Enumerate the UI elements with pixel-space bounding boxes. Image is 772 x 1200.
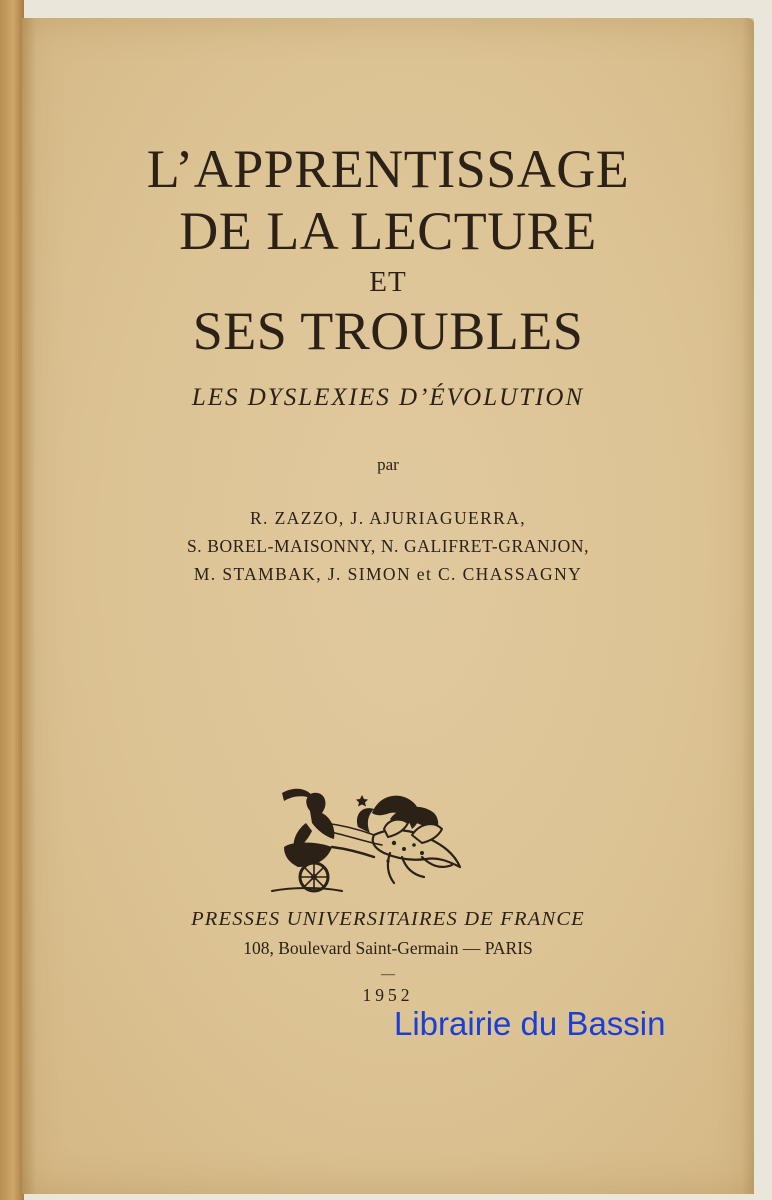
authors-line-2: S. BOREL-MAISONNY, N. GALIFRET-GRANJON, xyxy=(186,536,590,556)
book-title-line-2: DE LA LECTURE xyxy=(179,201,597,261)
publisher-name: PRESSES UNIVERSITAIRES DE FRANCE xyxy=(191,908,585,930)
book-title-line-1: L’APPRENTISSAGE xyxy=(146,139,630,199)
book-subtitle: LES DYSLEXIES D’ÉVOLUTION xyxy=(191,384,585,411)
book-cover-edge xyxy=(0,0,24,1200)
publication-year: 1952 xyxy=(362,985,414,1005)
chariot-emblem-icon xyxy=(262,783,472,898)
book-title-line-4: SES TROUBLES xyxy=(192,301,584,361)
book-title-line-3: ET xyxy=(369,266,407,298)
authors-line-3: M. STAMBAK, J. SIMON et C. CHASSAGNY xyxy=(193,564,583,584)
separator-dash: — xyxy=(381,967,395,982)
bookseller-watermark: Librairie du Bassin xyxy=(394,1005,666,1042)
publisher-address: 108, Boulevard Saint-Germain — PARIS xyxy=(243,938,533,958)
by-word: par xyxy=(377,455,399,474)
authors-line-1: R. ZAZZO, J. AJURIAGUERRA, xyxy=(249,508,527,528)
